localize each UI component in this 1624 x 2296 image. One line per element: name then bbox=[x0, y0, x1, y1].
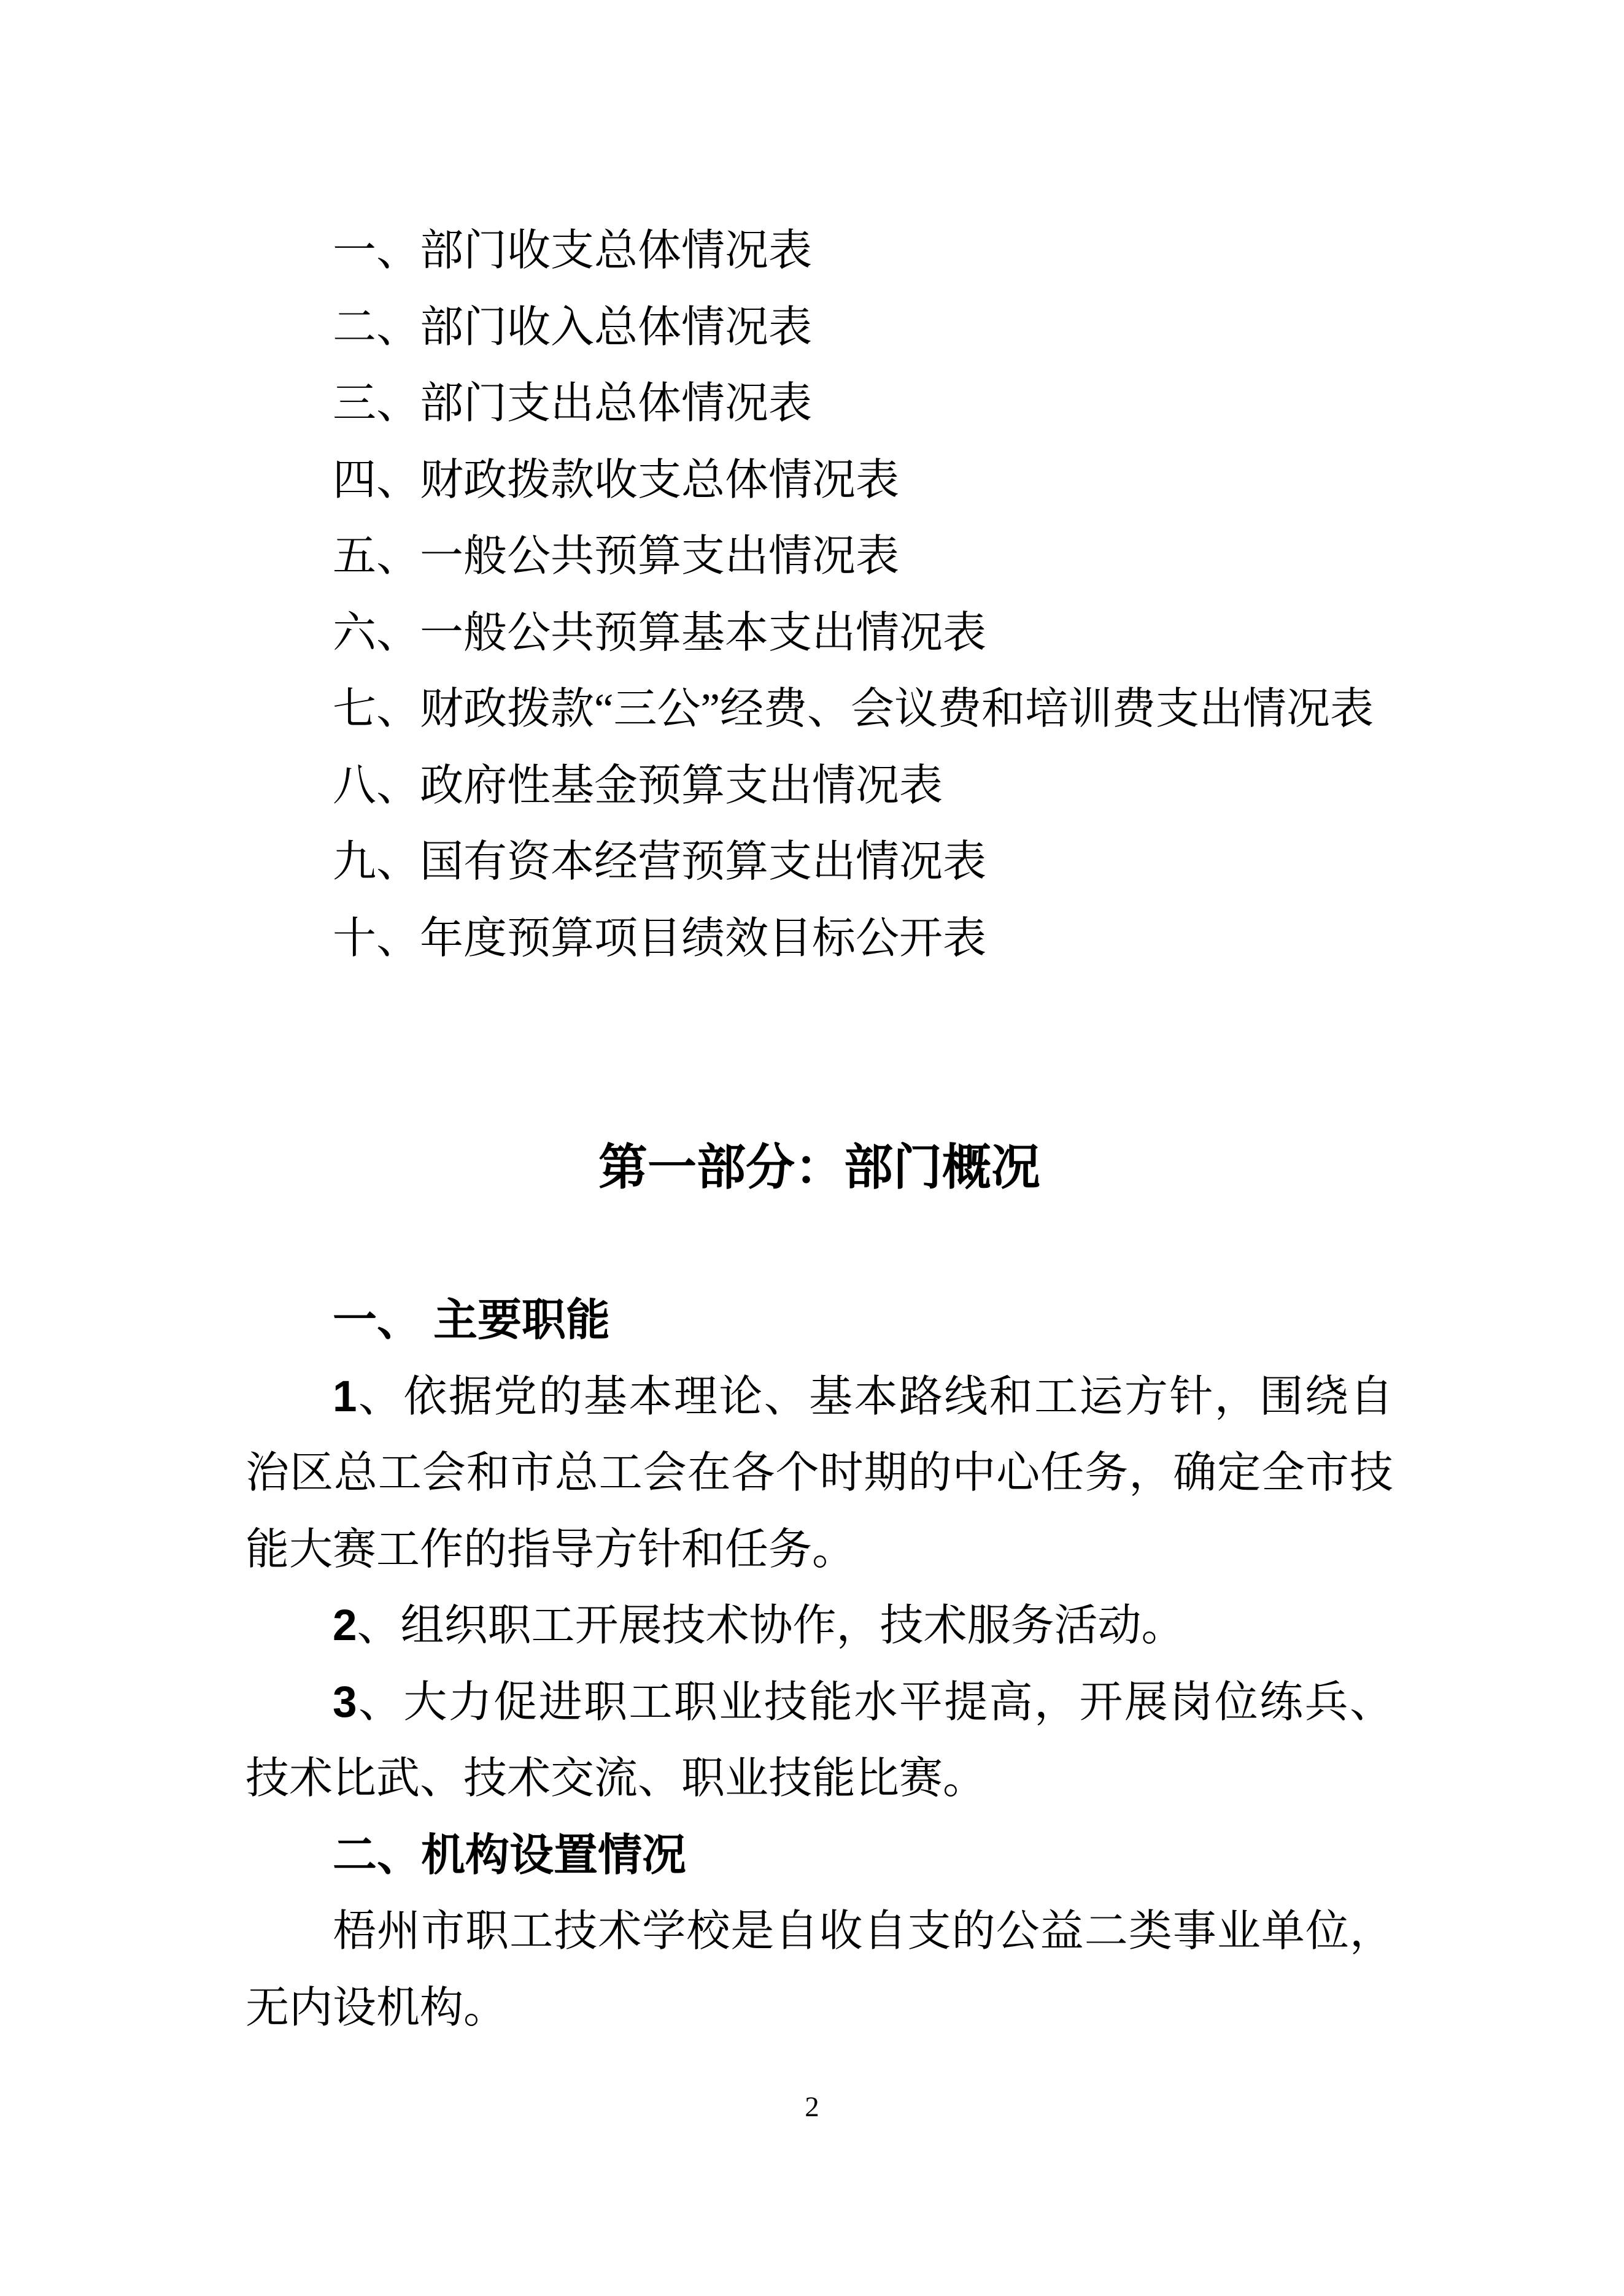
paragraph-text: 、依据党的基本理论、基本路线和工运方针，围绕自治区总工会和市总工会在各个时期的中心任务，确定全市技能大赛工作的指导方针和任务。 bbox=[246, 1373, 1393, 1574]
toc-item: 九、国有资本经营预算支出情况表 bbox=[333, 838, 987, 886]
toc-item: 三、部门支出总体情况表 bbox=[333, 380, 813, 428]
table-list bbox=[246, 213, 1393, 977]
toc-item: 四、财政拨款收支总体情况表 bbox=[333, 456, 900, 504]
toc-item: 二、部门收入总体情况表 bbox=[333, 303, 813, 352]
paragraph-number: 3 bbox=[333, 1678, 357, 1727]
toc-item: 五、一般公共预算支出情况表 bbox=[333, 533, 900, 580]
toc-item: 一、部门收支总体情况表 bbox=[333, 227, 813, 275]
paragraph-text: 、组织职工开展技术协作，技术服务活动。 bbox=[357, 1602, 1185, 1650]
paragraph-number: 2 bbox=[333, 1601, 357, 1650]
section-heading-main-functions: 一、 主要职能 bbox=[333, 1296, 611, 1345]
paragraph-text: 、大力促进职工职业技能水平提高，开展岗位练兵、技术比武、技术交流、职业技能比赛。 bbox=[246, 1678, 1393, 1803]
paragraph-function-1 bbox=[246, 1359, 1393, 1589]
toc-item: 十、年度预算项目绩效目标公开表 bbox=[333, 914, 987, 963]
toc-item: 八、政府性基金预算支出情况表 bbox=[333, 761, 943, 810]
part-one-heading: 第一部分：部门概况 bbox=[598, 1140, 1040, 1195]
page-number: 2 bbox=[805, 2091, 819, 2123]
section-heading-org-setup: 二、机构设置情况 bbox=[333, 1830, 687, 1880]
paragraph-function-2 bbox=[246, 1588, 1393, 1665]
toc-item: 六、一般公共预算基本支出情况表 bbox=[333, 609, 987, 657]
paragraph-number: 1 bbox=[333, 1372, 357, 1421]
paragraph-function-3 bbox=[246, 1665, 1393, 1817]
toc-item: 七、财政拨款“三公”经费、会议费和培训费支出情况表 bbox=[333, 685, 1374, 733]
paragraph-org-setup: 梧州市职工技术学校是自收自支的公益二类事业单位，无内设机构。 bbox=[246, 1908, 1393, 2032]
